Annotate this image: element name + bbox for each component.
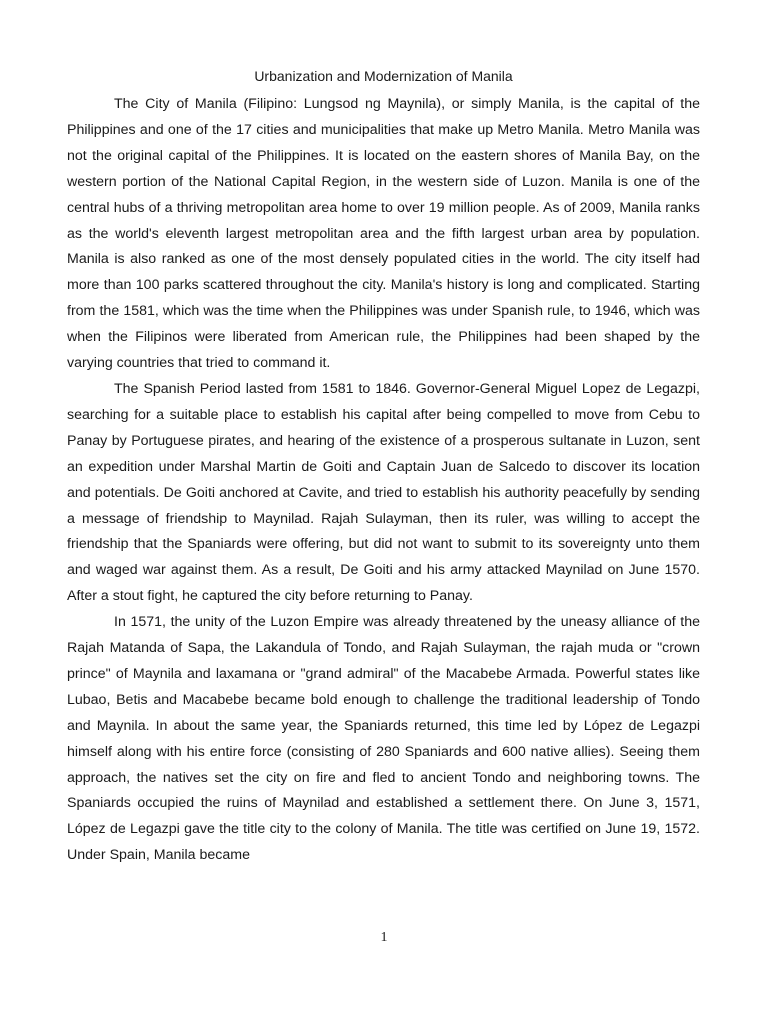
paragraph-spanish-period: The Spanish Period lasted from 1581 to 1846. Governor-General Miguel Lopez de Legazpi, searching for a suitable place to establish his capital after being compelled to move from Cebu to Panay by Portuguese pirates, and hearing of the existence of a prosperous sultanate in Luzon, sent an expedition under Marshal Martin de Goiti and Captain Juan de Salcedo to discover its location and potentials. De Goiti anchored at Cavite, and tried to establish his authority peacefully by sending a message of friendship to Maynilad. Rajah Sulayman, then its ruler, was willing to accept the friendship that the Spaniards were offering, but did not want to submit to its sovereignty unto them and waged war against them. As a result, De Goiti and his army attacked Maynilad on June 1570. After a stout fight, he captured the city before returning to Panay. — [67, 380, 700, 605]
document-title: Urbanization and Modernization of Manila — [254, 68, 513, 84]
document-page — [67, 66, 700, 869]
paragraph-1571: In 1571, the unity of the Luzon Empire was already threatened by the uneasy alliance of the Rajah Matanda of Sapa, the Lakandula of Tondo, and Rajah Sulayman, the rajah muda or "crown prince" of Maynila and laxamana or "grand admiral" of the Macabebe Armada. Powerful states like Lubao, Betis and Macabebe became bold enough to challenge the traditional leadership of Tondo and Maynila. In about the same year, the Spaniards returned, this time led by López de Legazpi himself along with his entire force (consisting of 280 Spaniards and 600 native allies). Seeing them approach, the natives set the city on fire and fled to ancient Tondo and neighboring towns. The Spaniards occupied the ruins of Maynilad and established a settlement there. On June 3, 1571, López de Legazpi gave the title city to the colony of Manila. The title was certified on June 19, 1572. Under Spain, Manila became — [67, 614, 700, 864]
paragraph-intro: The City of Manila (Filipino: Lungsod ng Maynila), or simply Manila, is the capital of the Philippines and one of the 17 cities and municipalities that make up Metro Manila. Metro Manila was not the original capital of the Philippines. It is located on the eastern shores of Manila Bay, on the western portion of the National Capital Region, in the western side of Luzon. Manila is one of the central hubs of a thriving metropolitan area home to over 19 million people. As of 2009, Manila ranks as the world's eleventh largest metropolitan area and the fifth largest urban area by population. Manila is also ranked as one of the most densely populated cities in the world. The city itself had more than 100 parks scattered throughout the city. Manila's history is long and complicated. Starting from the 1581, which was the time when the Philippines was under Spanish rule, to 1946, which was when the Filipinos were liberated from American rule, the Philippines had been shaped by the varying countries that tried to command it. — [67, 96, 700, 372]
page-number: 1 — [380, 930, 388, 945]
